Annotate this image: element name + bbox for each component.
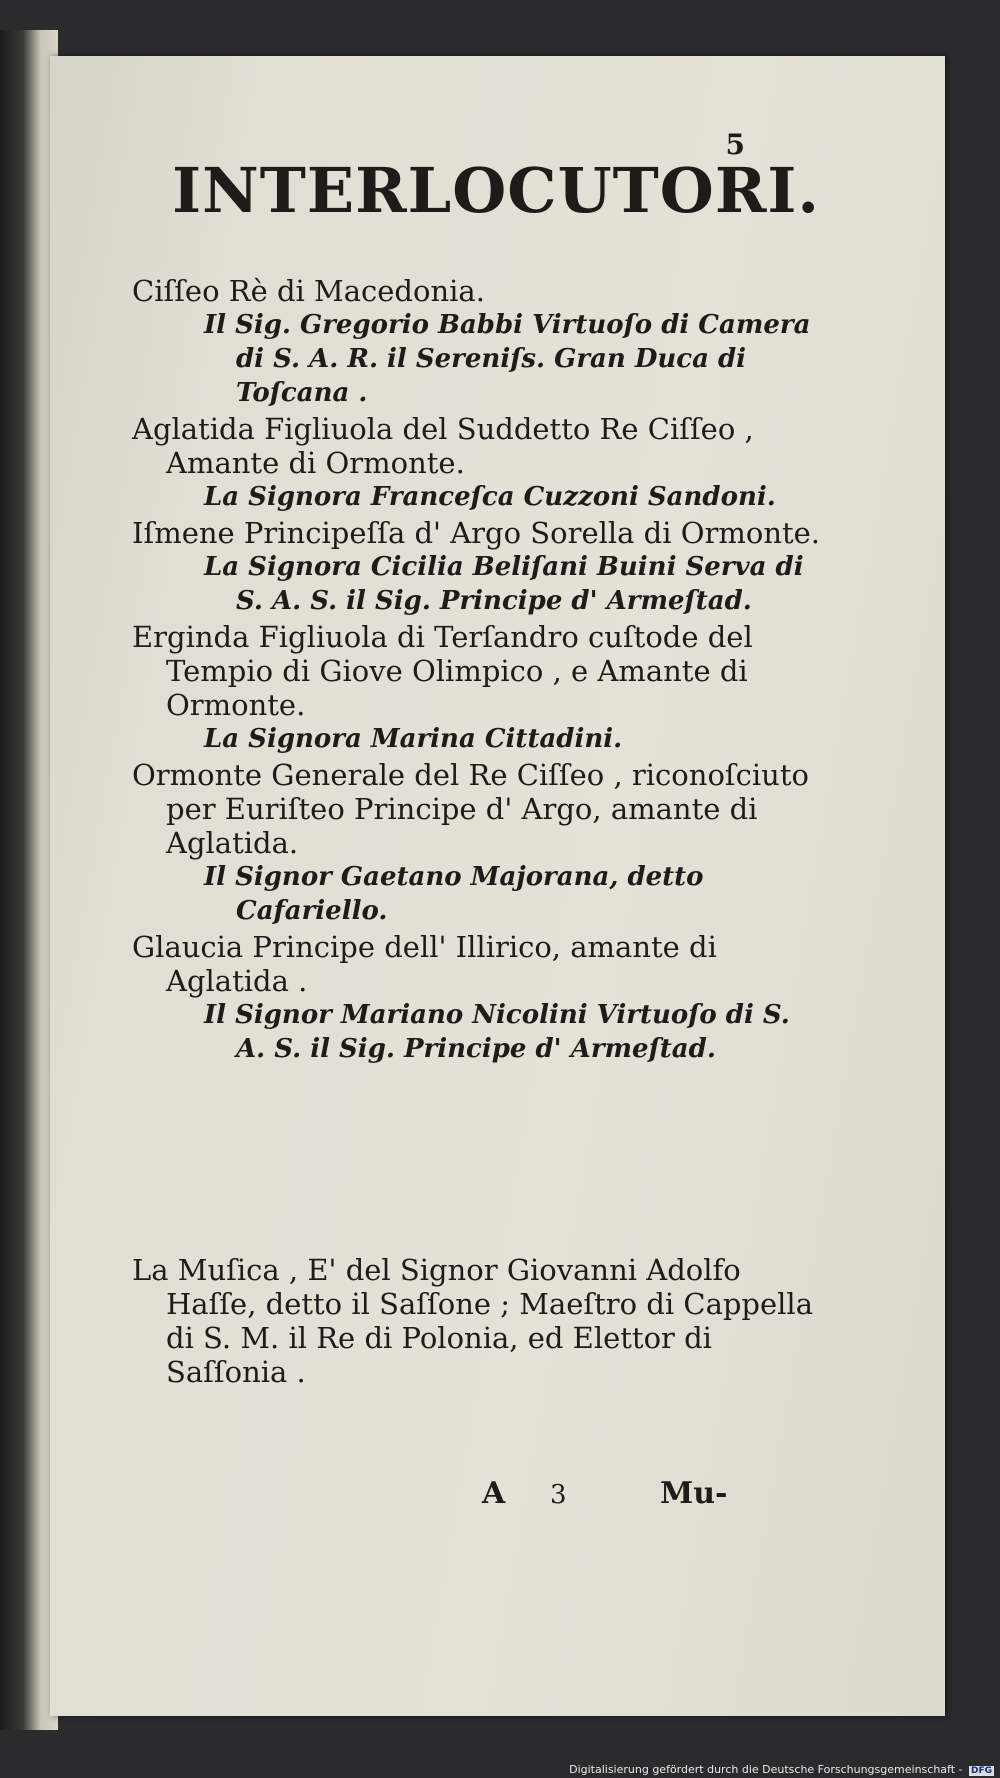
character-entry	[132, 412, 822, 514]
character-entry	[132, 620, 822, 756]
catchword: Mu-	[660, 1476, 728, 1511]
character-entry	[132, 274, 822, 410]
book-page	[50, 56, 945, 1716]
character-singer: Il Signor Mariano Nicolini Virtuoſo di S. A. S. il Sig. Principe d' Armeſtad.	[204, 1000, 790, 1064]
character-singer: La Signora Cicilia Beliſani Buini Serva di S. A. S. il Sig. Principe d' Armeſtad.	[204, 552, 804, 616]
character-singer: Il Signor Gaetano Majorana, detto Cafariello.	[204, 862, 704, 926]
page-title: INTERLOCUTORI.	[172, 154, 820, 227]
dfg-logo-icon: DFG	[970, 1766, 992, 1776]
character-role: Ormonte Generale del Re Ciſſeo , riconoſciuto per Euriſteo Principe d' Argo, amante di Aglatida.	[132, 758, 809, 860]
character-entry	[132, 930, 822, 1066]
character-role: Erginda Figliuola di Terſandro cuſtode del Tempio di Giove Olimpico , e Amante di Ormonte.	[132, 620, 753, 722]
character-singer: La Signora Marina Cittadini.	[204, 724, 623, 754]
character-role: Iſmene Principeſſa d' Argo Sorella di Ormonte.	[132, 516, 821, 550]
character-role: Glaucia Principe dell' Illirico, amante di Aglatida .	[132, 930, 717, 998]
character-role: Aglatida Figliuola del Suddetto Re Ciſſeo , Amante di Ormonte.	[132, 412, 754, 480]
character-list	[132, 274, 822, 1068]
page-number: 5	[725, 128, 745, 161]
character-entry	[132, 758, 822, 928]
digitization-credit	[569, 1763, 994, 1776]
character-singer: Il Sig. Gregorio Babbi Virtuoſo di Camera di S. A. R. il Sereniſs. Gran Duca di Toſcana .	[204, 310, 811, 408]
credit-text: Digitalisierung gefördert durch die Deutsche Forschungsgemeinschaft -	[569, 1763, 963, 1776]
signature-letter: A	[482, 1476, 506, 1511]
character-singer: La Signora Franceſca Cuzzoni Sandoni.	[204, 482, 776, 512]
character-entry	[132, 516, 822, 618]
signature-number: 3	[550, 1480, 567, 1510]
music-credit: La Muſica , E' del Signor Giovanni Adolfo Haſſe, detto il Saſſone ; Maeſtro di Cappella di S. M. il Re di Polonia, ed Elettor di Saſſonia .	[132, 1253, 813, 1389]
character-role: Ciſſeo Rè di Macedonia.	[132, 274, 485, 308]
